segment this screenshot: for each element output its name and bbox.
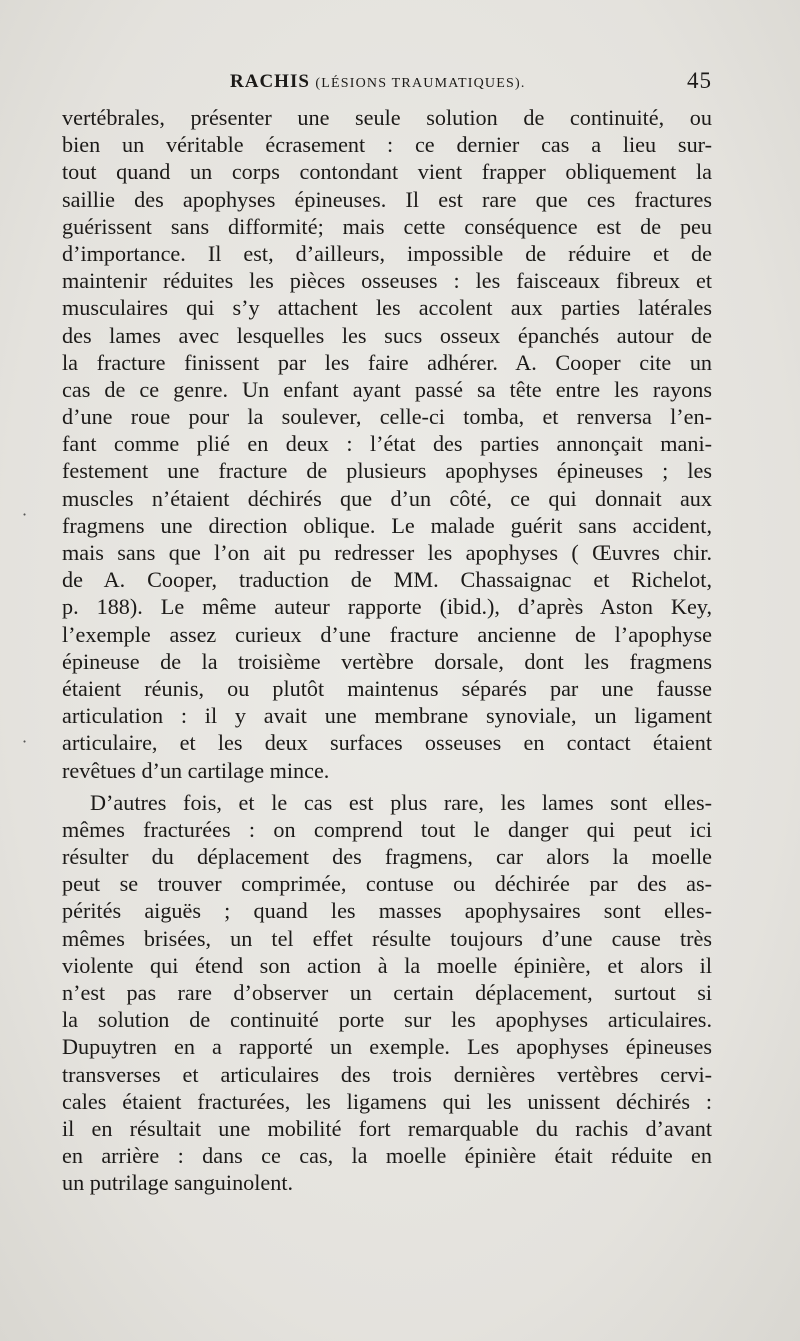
running-title xyxy=(230,71,526,93)
text-line: pérités aiguës ; quand les masses apophysaires sont elles- xyxy=(62,898,712,924)
text-line: étaient réunis, ou plutôt maintenus séparés par une fausse xyxy=(62,675,712,701)
text-line: vertébrales, présenter une seule solution de continuité, ou xyxy=(62,105,712,130)
text-line: peut se trouver comprimée, contuse ou déchirée par des as- xyxy=(62,871,712,897)
text-line: musculaires qui s’y attachent les accolent aux parties latérales xyxy=(62,295,712,321)
text-line: l’exemple assez curieux d’une fracture ancienne de l’apophyse xyxy=(62,621,712,647)
text-line: en arrière : dans ce cas, la moelle épinière était réduite en xyxy=(62,1143,712,1169)
text-line: de A. Cooper, traduction de MM. Chassaignac et Richelot, xyxy=(62,567,712,593)
text-line: muscles n’étaient déchirés que d’un côté, ce qui donnait aux xyxy=(62,485,712,511)
text-line: fragmens une direction oblique. Le malade guérit sans accident, xyxy=(62,512,712,538)
text-line: épineuse de la troisième vertèbre dorsale, dont les fragmens xyxy=(62,648,712,674)
text-line: il en résultait une mobilité fort remarquable du rachis d’avant xyxy=(62,1115,712,1141)
text-line: maintenir réduites les pièces osseuses : les faisceaux fibreux et xyxy=(62,268,712,294)
text-line: bien un véritable écrasement : ce dernier cas a lieu sur- xyxy=(62,132,712,158)
text-line: transverses et articulaires des trois dernières vertèbres cervi- xyxy=(62,1061,712,1087)
text-line: la solution de continuité porte sur les apophyses articulaires. xyxy=(62,1007,712,1033)
text-line: guérissent sans difformité; mais cette conséquence est de peu xyxy=(62,213,712,239)
text-line: mais sans que l’on ait pu redresser les apophyses ( Œuvres chir. xyxy=(62,540,712,565)
text-line: violente qui étend son action à la moelle épinière, et alors il xyxy=(62,952,712,978)
text-line: cas de ce genre. Un enfant ayant passé sa tête entre les rayons xyxy=(62,376,712,402)
text-line: p. 188). Le même auteur rapporte (ibid.), d’après Aston Key, xyxy=(62,594,712,620)
text-line: d’une roue pour la soulever, celle-ci tomba, et renversa l’en- xyxy=(62,404,712,430)
text-line: articulaire, et les deux surfaces osseuses en contact étaient xyxy=(62,730,712,756)
margin-mark: · xyxy=(22,732,28,751)
margin-mark: · xyxy=(22,505,28,524)
text-line: Dupuytren en a rapporté un exemple. Les apophyses épineuses xyxy=(62,1034,712,1060)
text-line: fant comme plié en deux : l’état des parties annonçait mani- xyxy=(62,431,712,457)
running-title-main: RACHIS xyxy=(230,71,310,92)
text-line: tout quand un corps contondant vient frapper obliquement la xyxy=(62,159,712,185)
page-number: 45 xyxy=(687,68,712,93)
text-line: articulation : il y avait une membrane synoviale, un ligament xyxy=(62,703,712,729)
text-line: un putrilage sanguinolent. xyxy=(62,1170,294,1196)
text-line: festement une fracture de plusieurs apophyses épineuses ; les xyxy=(62,458,712,484)
page-body xyxy=(62,104,712,1197)
text-line: la fracture finissent par les faire adhérer. A. Cooper cite un xyxy=(62,349,712,375)
text-line: revêtues d’un cartilage mince. xyxy=(62,757,330,783)
text-line: mêmes brisées, un tel effet résulte toujours d’une cause très xyxy=(62,925,712,951)
text-line: n’est pas rare d’observer un certain déplacement, surtout si xyxy=(62,980,712,1005)
text-line: d’importance. Il est, d’ailleurs, impossible de réduire et de xyxy=(62,240,712,266)
paragraph-2 xyxy=(62,789,712,1197)
running-title-sub: (LÉSIONS TRAUMATIQUES). xyxy=(315,76,526,91)
text-line: des lames avec lesquelles les sucs osseux épanchés autour de xyxy=(62,322,712,348)
running-header xyxy=(62,68,712,98)
text-line: D’autres fois, et le cas est plus rare, les lames sont elles- xyxy=(90,789,712,815)
text-line: résulter du déplacement des fragmens, car alors la moelle xyxy=(62,844,712,870)
paragraph-1 xyxy=(62,104,712,784)
text-line: cales étaient fracturées, les ligamens qui les unissent déchirés : xyxy=(62,1088,712,1114)
text-line: mêmes fracturées : on comprend tout le danger qui peut ici xyxy=(62,816,712,842)
text-line: saillie des apophyses épineuses. Il est rare que ces fractures xyxy=(62,186,712,212)
